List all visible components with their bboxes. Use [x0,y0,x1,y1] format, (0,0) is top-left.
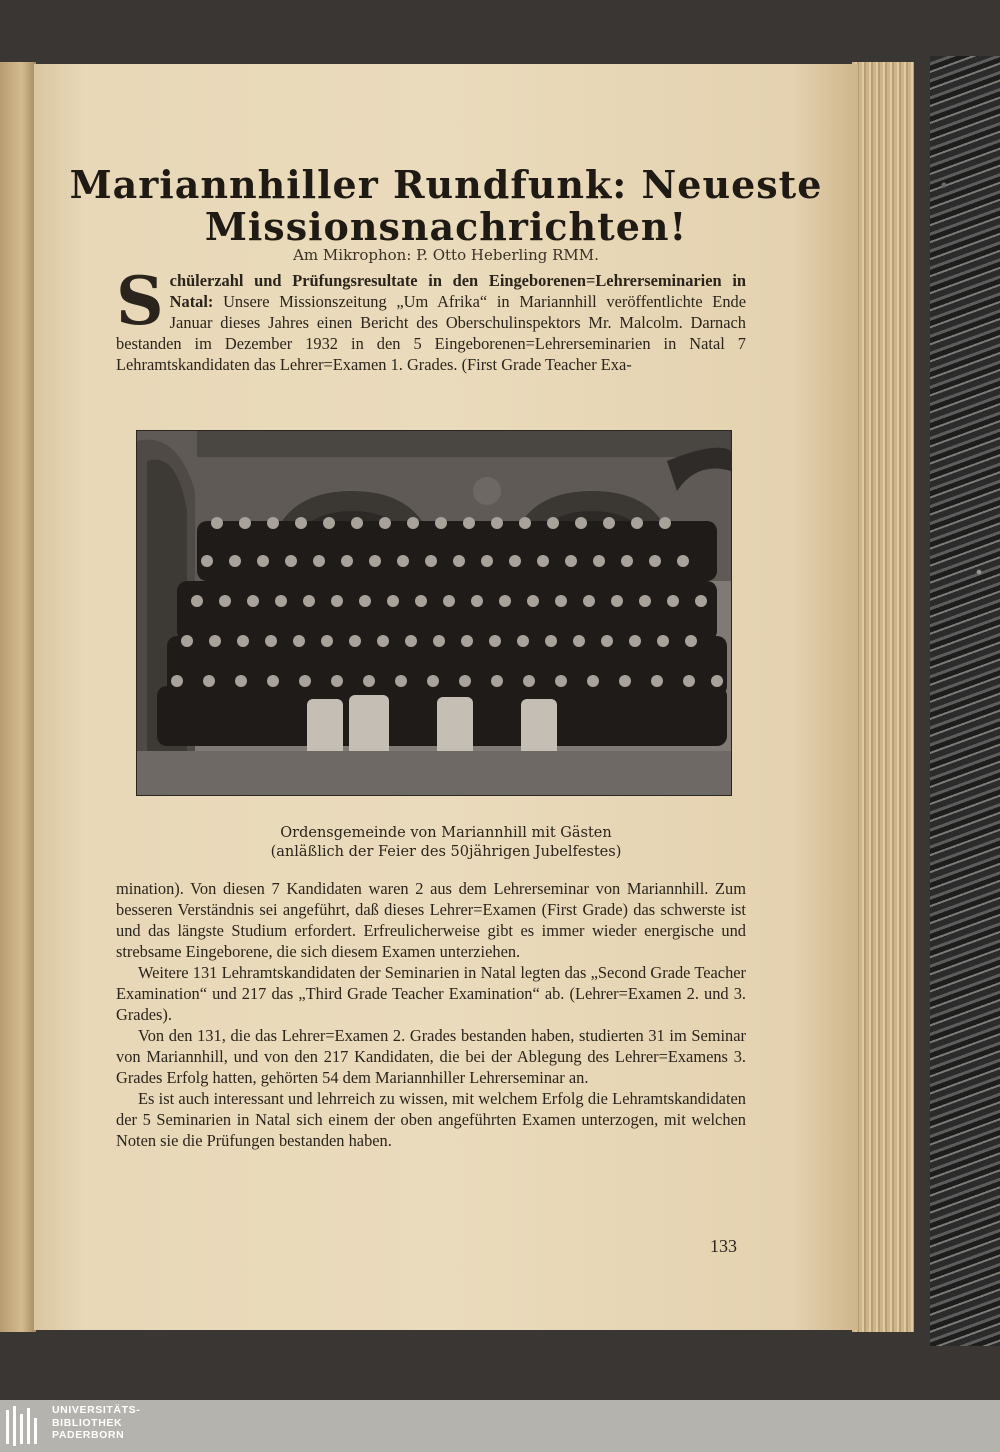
page-number: 133 [710,1236,737,1256]
lead-heading: chülerzahl und Prüfungsresultate in den Eingeborenen=Lehrerseminarien in Natal: [169,271,746,311]
body-paragraph-2: Weitere 131 Lehramtskandidaten der Seminarien in Natal legten das „Second Grade Teacher Examination“ und 217 das „Third Grade Teacher Examination“ ab. (Lehrer=Examen 2. und 3. Grades). [116,963,746,1024]
article-title-line-2: Missionsnachrichten! [204,204,688,249]
photo-caption [34,824,858,862]
library-logo-icon [4,1406,44,1446]
article-title-line-1: Mariannhiller Rundfunk: Neueste [69,162,823,207]
intro-paragraph [116,262,746,375]
body-paragraph-4: Es ist auch interessant und lehrreich zu wissen, mit welchem Erfolg die Lehramtskandidaten der 5 Seminarien in Natal sich einem der oben angeführten Examen unterzogen, mit welchen Noten sie die Prüfungen bestanden haben. [116,1089,746,1150]
marbled-cover-edge [930,56,1000,1346]
article-byline: Am Mikrophon: P. Otto Heberling RMM. [293,246,599,264]
body-paragraph-1: mination). Von diesen 7 Kandidaten waren 2 aus dem Lehrerseminar von Mariannhill. Zum besseren Verständnis sei angeführt, daß dieses Lehrer=Examen (First Grade) das schwerste ist und das längste Studium erfordert. Erfreulicherweise gibt es immer wieder energische und strebsame Eingeborene, die sich diesem Examen unterziehen. [116,879,746,961]
library-name [52,1404,140,1442]
book-page [34,64,858,1330]
library-footer-bar [0,1400,1000,1452]
article-body [116,878,746,1151]
group-photo [136,430,732,796]
lead-text: Unsere Missionszeitung „Um Afrika“ in Mariannhill veröffentlichte Ende Januar dieses Jahres einen Bericht des Oberschulinspektors Mr. Malcolm. Darnach bestanden im Dezember 1932 in den 5 Eingeborenen=Lehrerseminarien in Natal 7 Lehramtskandidaten das Lehrer=Examen 1. Grades. (First Grade Teacher Exa- [116,292,746,374]
body-paragraph-3: Von den 131, die das Lehrer=Examen 2. Grades bestanden haben, studierten 31 im Seminar von Mariannhill, und von den 217 Kandidaten, die bei der Ablegung des Lehrer=Examens 3. Grades Erfolg hatten, gehörten 54 dem Mariannhiller Lehrerseminar an. [116,1026,746,1087]
caption-line-1: Ordensgemeinde von Mariannhill mit Gästen [280,825,612,841]
group-photo-illustration [137,431,731,795]
drop-cap: S [116,262,164,340]
library-name-line-3: PADERBORN [52,1429,125,1441]
caption-line-2: (anläßlich der Feier des 50jährigen Jubelfestes) [270,844,622,860]
library-name-line-2: BIBLIOTHEK [52,1416,123,1429]
left-page-edge [0,62,36,1332]
page-stack-edges [852,62,914,1332]
library-name-line-1: UNIVERSITÄTS- [52,1404,141,1416]
